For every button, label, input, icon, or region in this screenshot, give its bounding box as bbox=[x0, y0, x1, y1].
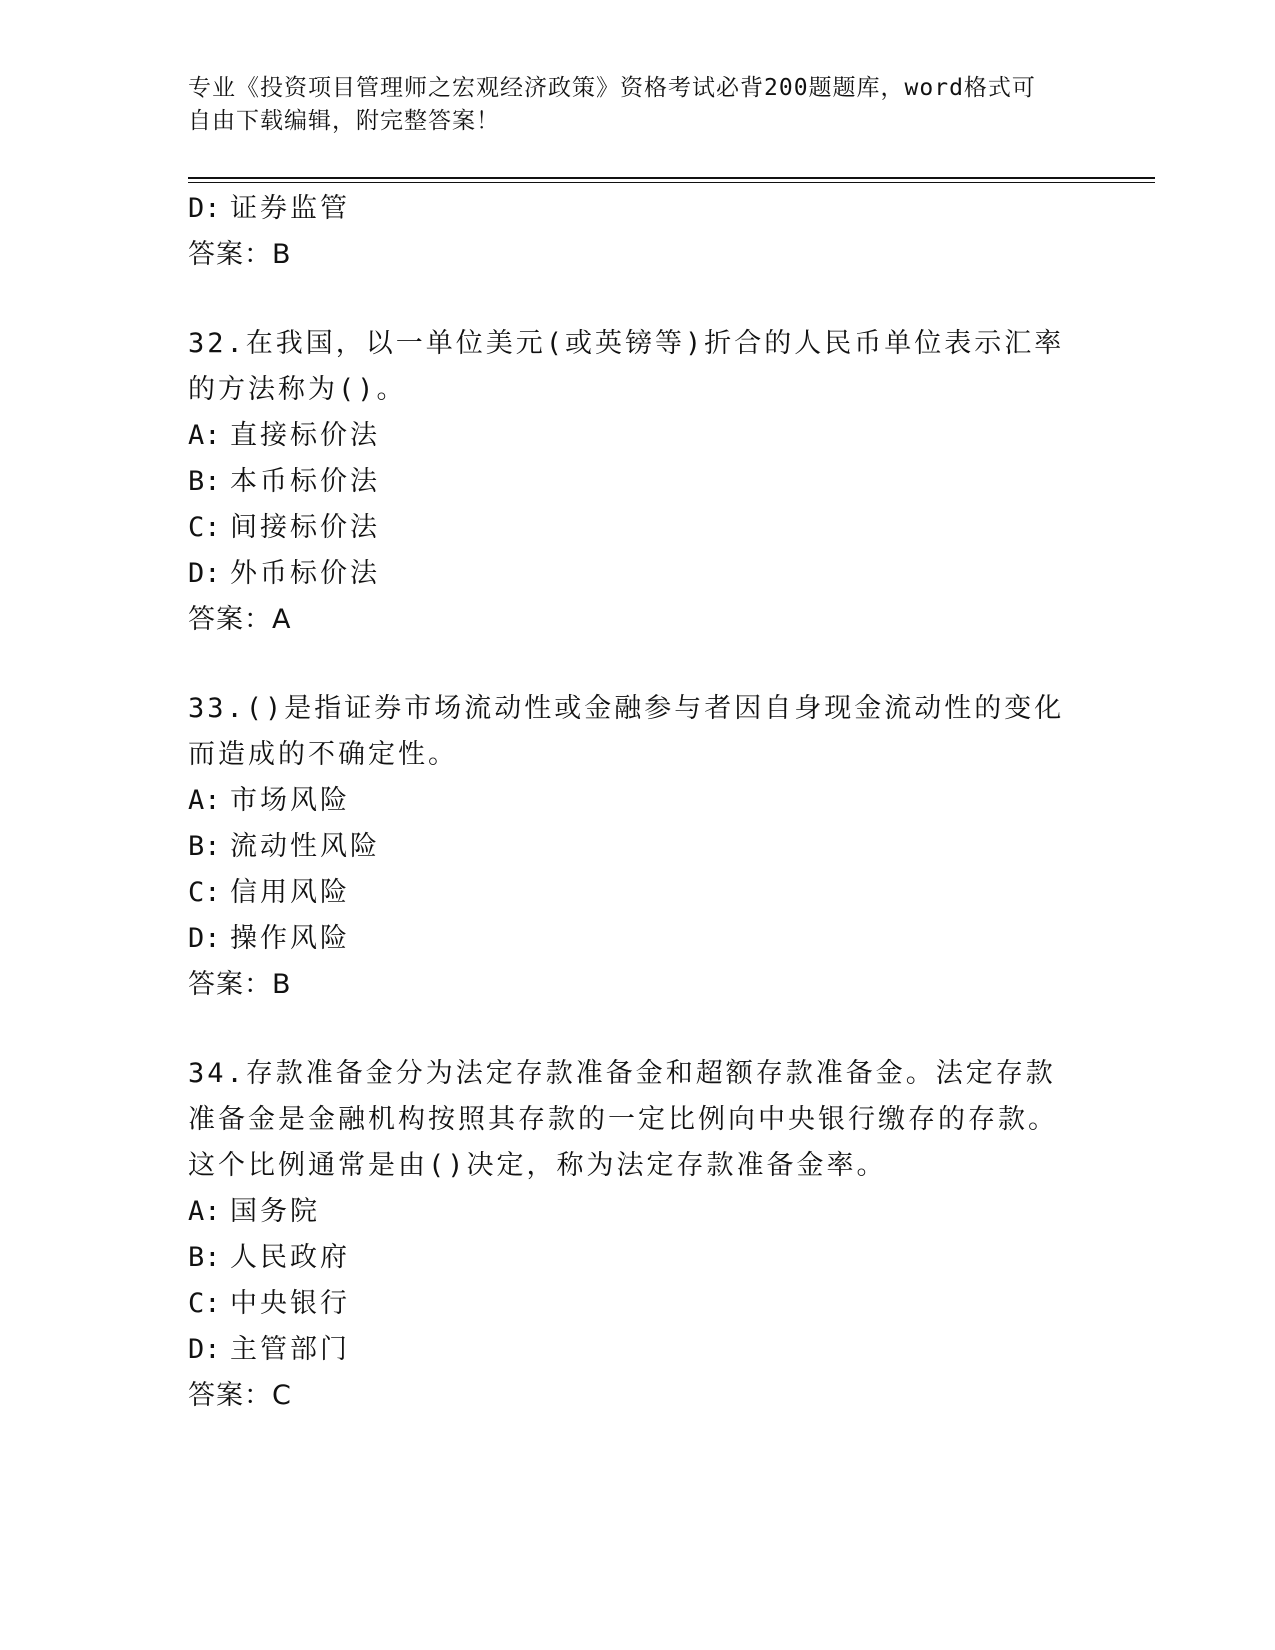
header-rule-thin bbox=[188, 182, 1155, 183]
option-label: C: bbox=[188, 877, 221, 908]
option-label: B: bbox=[188, 1242, 221, 1273]
option-label: C: bbox=[188, 1288, 221, 1319]
option-label: A: bbox=[188, 420, 221, 451]
option-text: 直接标价法 bbox=[230, 420, 380, 451]
question-34-text: 34.存款准备金分为法定存款准备金和超额存款准备金。法定存款准备金是金融机构按照其存款的一定比例向中央银行缴存的存款。这个比例通常是由()决定，称为法定存款准备金率。 bbox=[188, 1058, 1058, 1181]
question-32-option-d bbox=[188, 551, 1088, 597]
header-line-2: 自由下载编辑，附完整答案！ bbox=[188, 108, 500, 134]
option-label: A: bbox=[188, 1196, 221, 1227]
question-33-option-d bbox=[188, 916, 1088, 962]
option-text: 人民政府 bbox=[230, 1242, 350, 1273]
spacer bbox=[188, 278, 1088, 321]
option-label: D: bbox=[188, 558, 221, 589]
option-label: D: bbox=[188, 1334, 221, 1365]
option-text: 间接标价法 bbox=[230, 512, 380, 543]
option-text: 外币标价法 bbox=[230, 558, 380, 589]
question-34-answer: 答案：C bbox=[188, 1380, 292, 1411]
header-line-1: 专业《投资项目管理师之宏观经济政策》资格考试必背200题题库，word格式可 bbox=[188, 75, 1036, 101]
spacer bbox=[188, 1008, 1088, 1051]
option-text: 信用风险 bbox=[230, 877, 350, 908]
question-33-option-c bbox=[188, 870, 1088, 916]
question-33-answer: 答案：B bbox=[188, 969, 292, 1000]
question-32-option-b bbox=[188, 459, 1088, 505]
question-32-text: 32.在我国，以一单位美元(或英镑等)折合的人民币单位表示汇率的方法称为()。 bbox=[188, 328, 1065, 405]
spacer bbox=[188, 643, 1088, 686]
option-label: D: bbox=[188, 923, 221, 954]
option-text: 证券监管 bbox=[230, 193, 350, 224]
option-label: B: bbox=[188, 831, 221, 862]
question-32-option-a bbox=[188, 413, 1088, 459]
option-text: 本币标价法 bbox=[230, 466, 380, 497]
option-text: 操作风险 bbox=[230, 923, 350, 954]
question-34-option-a bbox=[188, 1189, 1088, 1235]
question-33-text: 33.()是指证券市场流动性或金融参与者因自身现金流动性的变化而造成的不确定性。 bbox=[188, 693, 1065, 770]
option-label: D: bbox=[188, 193, 221, 224]
document-header bbox=[188, 72, 1088, 138]
option-label: A: bbox=[188, 785, 221, 816]
question-33-option-b bbox=[188, 824, 1088, 870]
option-text: 市场风险 bbox=[230, 785, 350, 816]
question-32-answer: 答案：A bbox=[188, 604, 292, 635]
option-text: 主管部门 bbox=[230, 1334, 350, 1365]
option-label: B: bbox=[188, 466, 221, 497]
option-text: 国务院 bbox=[230, 1196, 320, 1227]
question-34-option-b bbox=[188, 1235, 1088, 1281]
question-34-option-c bbox=[188, 1281, 1088, 1327]
question-32-option-c bbox=[188, 505, 1088, 551]
question-34-option-d bbox=[188, 1327, 1088, 1373]
option-label: C: bbox=[188, 512, 221, 543]
prev-question-option-d bbox=[188, 186, 1088, 232]
question-list bbox=[188, 186, 1088, 1419]
prev-question-answer: 答案：B bbox=[188, 239, 292, 270]
question-33-option-a bbox=[188, 778, 1088, 824]
option-text: 流动性风险 bbox=[230, 831, 380, 862]
option-text: 中央银行 bbox=[230, 1288, 350, 1319]
header-rule-thick bbox=[188, 177, 1155, 179]
